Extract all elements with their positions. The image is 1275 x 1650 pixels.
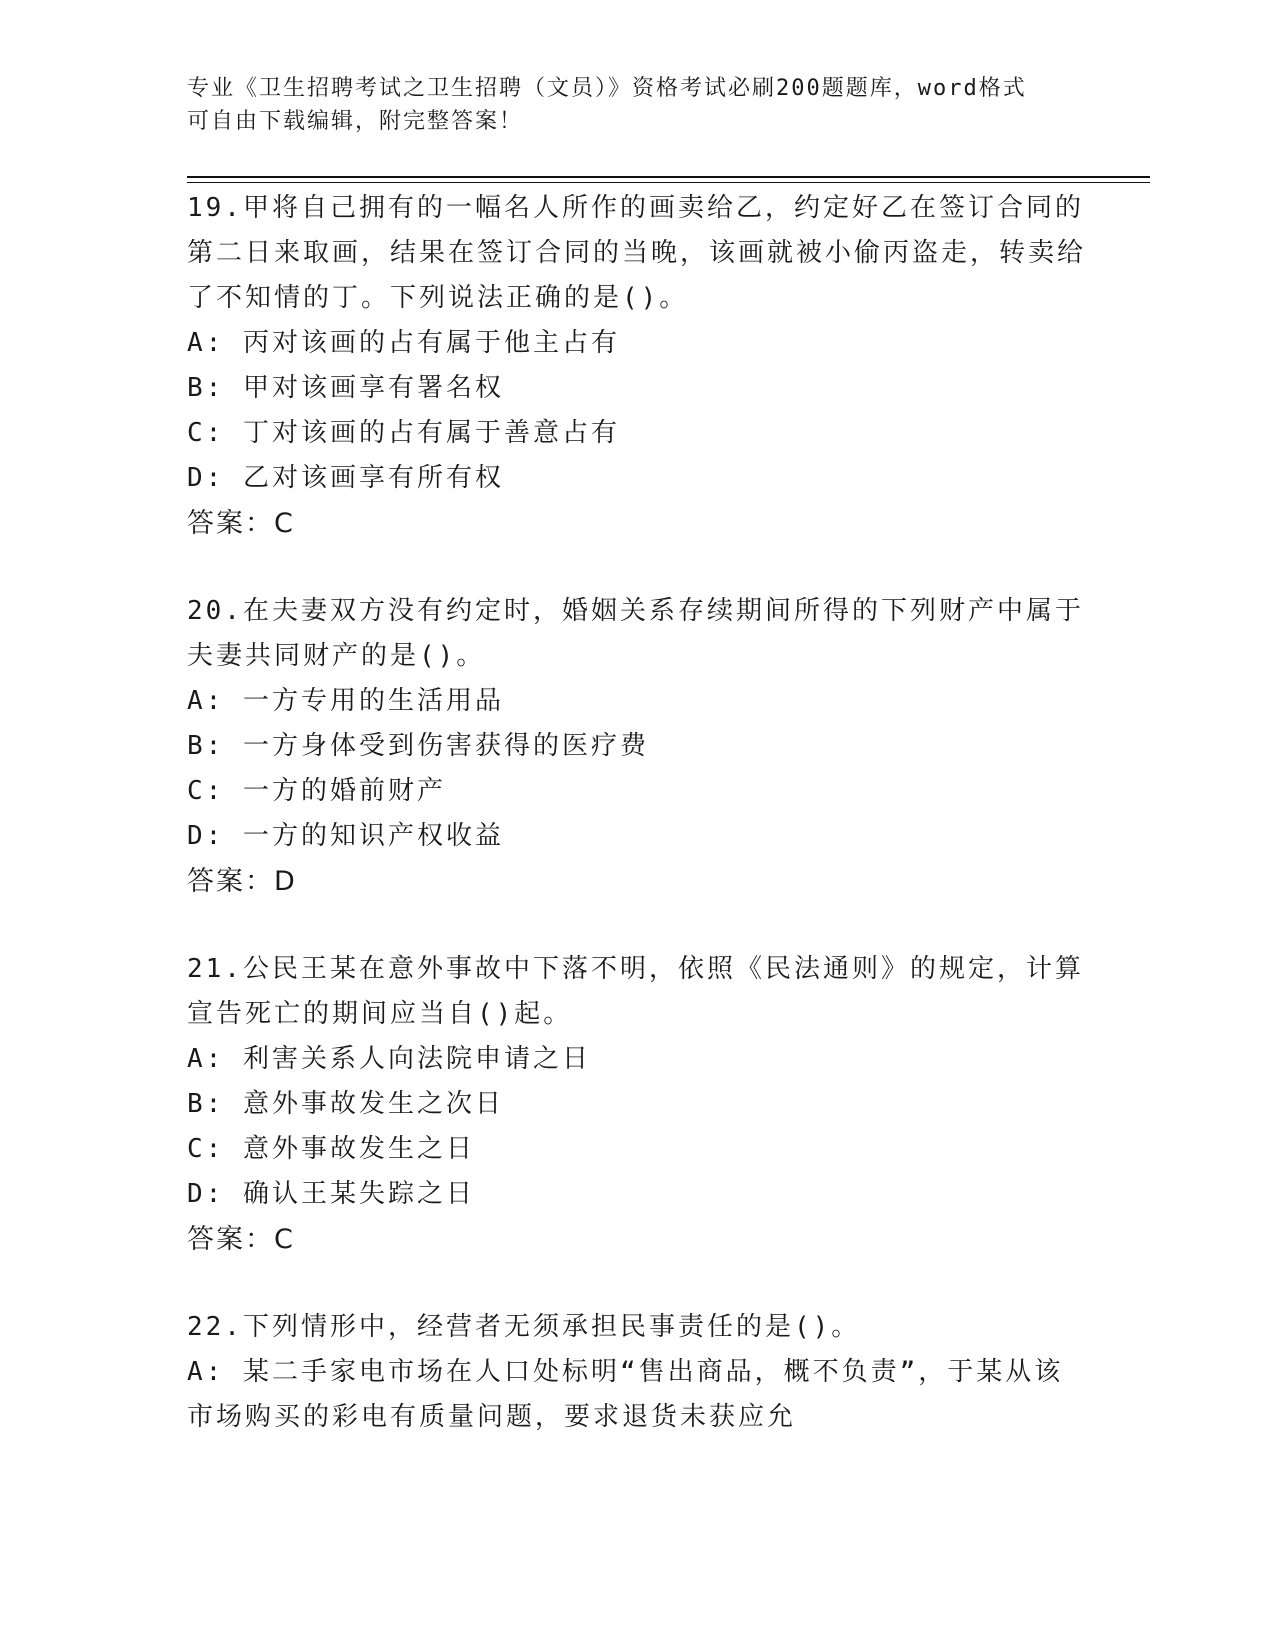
header-line-2: 可自由下载编辑，附完整答案！ — [187, 109, 524, 134]
option-a: A: 一方专用的生活用品 — [187, 686, 504, 716]
question-list — [187, 186, 1087, 1483]
question-19 — [187, 186, 1087, 546]
option-d: D: 乙对该画享有所有权 — [187, 463, 504, 493]
question-21 — [187, 947, 1087, 1262]
document-header — [187, 72, 1067, 138]
option-a: A: 丙对该画的占有属于他主占有 — [187, 328, 620, 358]
option-a: A: 某二手家电市场在人口处标明“售出商品，概不负责”，于某从该市场购买的彩电有质量问题，要求退货未获应允 — [187, 1357, 1064, 1432]
question-22 — [187, 1305, 1087, 1440]
header-divider-thin — [187, 182, 1150, 183]
question-text: 19.甲将自己拥有的一幅名人所作的画卖给乙，约定好乙在签订合同的第二日来取画，结果在签订合同的当晚，该画就被小偷丙盗走，转卖给了不知情的丁。下列说法正确的是()。 — [187, 193, 1087, 313]
question-text: 22.下列情形中，经营者无须承担民事责任的是()。 — [187, 1312, 861, 1342]
question-text: 20.在夫妻双方没有约定时，婚姻关系存续期间所得的下列财产中属于夫妻共同财产的是()。 — [187, 596, 1084, 671]
option-b: B: 一方身体受到伤害获得的医疗费 — [187, 731, 649, 761]
option-a: A: 利害关系人向法院申请之日 — [187, 1044, 591, 1074]
question-text: 21.公民王某在意外事故中下落不明，依照《民法通则》的规定，计算宣告死亡的期间应当自()起。 — [187, 954, 1084, 1029]
option-d: D: 一方的知识产权收益 — [187, 821, 504, 851]
option-d: D: 确认王某失踪之日 — [187, 1179, 475, 1209]
header-divider-thick — [187, 176, 1150, 178]
answer: 答案：C — [187, 1224, 295, 1255]
option-c: C: 丁对该画的占有属于善意占有 — [187, 418, 620, 448]
option-c: C: 意外事故发生之日 — [187, 1134, 475, 1164]
answer: 答案：D — [187, 866, 297, 897]
option-b: B: 意外事故发生之次日 — [187, 1089, 504, 1119]
option-b: B: 甲对该画享有署名权 — [187, 373, 504, 403]
option-c: C: 一方的婚前财产 — [187, 776, 446, 806]
question-20 — [187, 589, 1087, 904]
answer: 答案：C — [187, 508, 295, 539]
header-line-1: 专业《卫生招聘考试之卫生招聘（文员）》资格考试必刷200题题库，word格式 — [187, 76, 1027, 101]
